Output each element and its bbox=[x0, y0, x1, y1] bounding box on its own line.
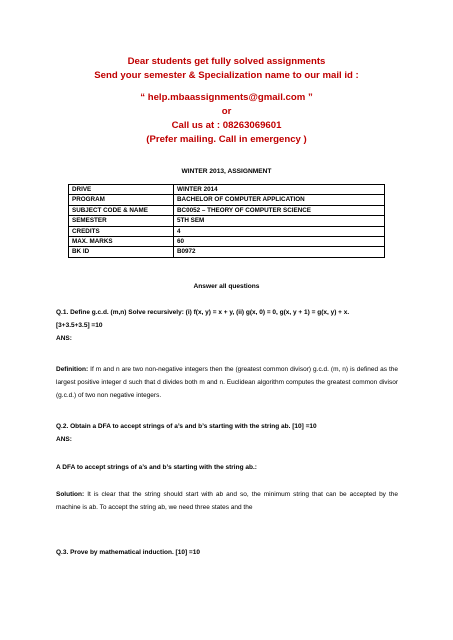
q2-ans-label: ANS: bbox=[56, 436, 72, 443]
info-table bbox=[68, 184, 385, 258]
q3-question: Q.3. Prove by mathematical induction. [10] =10 bbox=[56, 549, 200, 556]
table-row bbox=[69, 247, 385, 257]
solution-label: Solution: bbox=[56, 491, 85, 498]
banner-call: Call us at : 08263069601 bbox=[171, 120, 282, 131]
banner-line-1: Dear students get fully solved assignments bbox=[127, 56, 326, 67]
q1-question: Q.1. Define g.c.d. (m,n) Solve recursively: (i) f(x, y) = x + y, (ii) g(x, 0) = 0, g(x, y + 1) = g(x, y) + x. bbox=[56, 309, 350, 316]
banner-or: or bbox=[221, 106, 232, 117]
question-1 bbox=[56, 306, 398, 345]
q2-question: Q.2. Obtain a DFA to accept strings of a’s and b’s starting with the string ab. [10] =10 bbox=[56, 423, 317, 430]
q1-ans-label: ANS: bbox=[56, 335, 72, 342]
row-value: BC0052 – THEORY OF COMPUTER SCIENCE bbox=[174, 205, 385, 215]
q1-marks: [3+3.5+3.5] =10 bbox=[56, 322, 103, 329]
q2-heading: A DFA to accept strings of a’s and b’s starting with the string ab.: bbox=[56, 464, 257, 471]
row-value: 5TH SEM bbox=[174, 216, 385, 226]
row-key: MAX. MARKS bbox=[69, 237, 174, 247]
row-key: BK ID bbox=[69, 247, 174, 257]
row-value: B0972 bbox=[174, 247, 385, 257]
definition-label: Definition: bbox=[56, 366, 89, 373]
table-row bbox=[69, 226, 385, 236]
row-value: 4 bbox=[174, 226, 385, 236]
row-key: PROGRAM bbox=[69, 195, 174, 205]
table-row bbox=[69, 185, 385, 195]
banner-prefer: (Prefer mailing. Call in emergency ) bbox=[146, 134, 307, 145]
q2-solution bbox=[56, 488, 398, 514]
question-3 bbox=[56, 546, 398, 559]
q1-definition bbox=[56, 363, 398, 402]
banner-email: “ help.mbaassignments@gmail.com ” bbox=[140, 92, 313, 103]
banner-line-2: Send your semester & Specialization name to our mail id : bbox=[94, 70, 359, 81]
row-key: DRIVE bbox=[69, 185, 174, 195]
definition-text: If m and n are two non-negative integers then the (greatest common divisor) g.c.d. (m, n) is defined as the largest positive integer d such that d divides both m and n. Euclidean algorithm computes the greatest common divisor (g.c.d.) of two non negative integers. bbox=[56, 366, 398, 399]
row-key: SUBJECT CODE & NAME bbox=[69, 205, 174, 215]
row-value: WINTER 2014 bbox=[174, 185, 385, 195]
assignment-title: WINTER 2013, ASSIGNMENT bbox=[181, 168, 272, 175]
q2-heading-block bbox=[56, 461, 398, 474]
row-value: 60 bbox=[174, 237, 385, 247]
table-row bbox=[69, 216, 385, 226]
row-key: CREDITS bbox=[69, 226, 174, 236]
solution-text: It is clear that the string should start with ab and so, the minimum string that can be accepted by the machine is ab. To accept the string ab, we need three states and the bbox=[56, 491, 398, 511]
promo-banner bbox=[0, 55, 453, 147]
question-2 bbox=[56, 420, 398, 446]
table-row bbox=[69, 237, 385, 247]
answer-all-heading: Answer all questions bbox=[193, 283, 260, 290]
table-row bbox=[69, 195, 385, 205]
table-row bbox=[69, 205, 385, 215]
row-value: BACHELOR OF COMPUTER APPLICATION bbox=[174, 195, 385, 205]
row-key: SEMESTER bbox=[69, 216, 174, 226]
